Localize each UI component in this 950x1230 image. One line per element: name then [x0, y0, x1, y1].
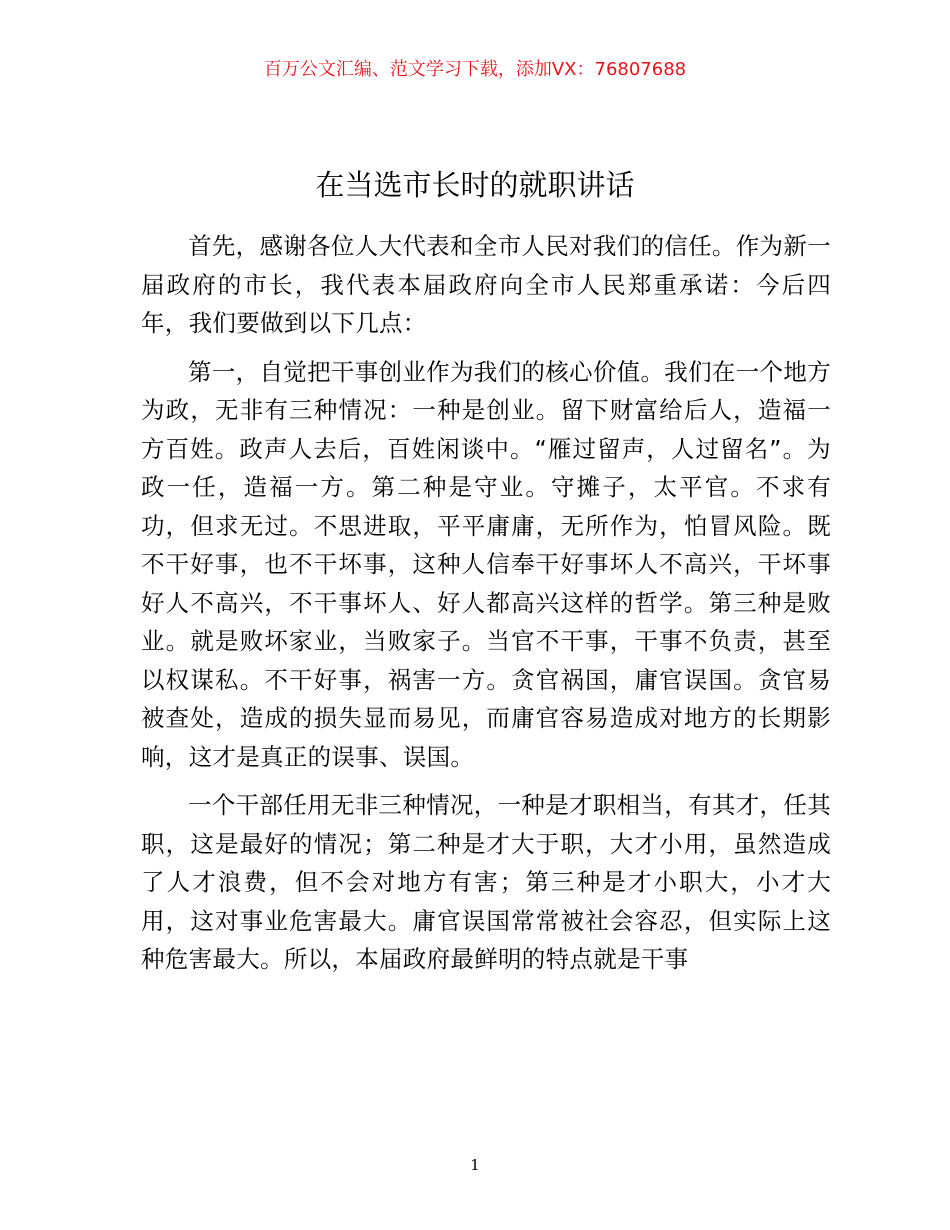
header-banner: 百万公文汇编、范文学习下载，添加VX：76807688	[263, 59, 687, 80]
paragraph-cadre-appointment: 一个干部任用无非三种情况，一种是才职相当，有其才，任其职，这是最好的情况；第二种是才大于职，大才小用，虽然造成了人才浪费，但不会对地方有害；第三种是才小职大，小才大用，这对事业危害最大。庸官误国常常被社会容忍，但实际上这种危害最大。所以，本届政府最鲜明的特点就是干事	[141, 791, 831, 973]
document-body	[141, 227, 831, 989]
paragraph-first-point: 第一，自觉把干事创业作为我们的核心价值。我们在一个地方为政，无非有三种情况：一种是创业。留下财富给后人，造福一方百姓。政声人去后，百姓闲谈中。“雁过留声，人过留名”。为政一任，造福一方。第二种是守业。守摊子，太平官。不求有功，但求无过。不思进取，平平庸庸，无所作为，怕冒风险。既不干好事，也不干坏事，这种人信奉干好事坏人不高兴，干坏事好人不高兴，不干事坏人、好人都高兴这样的哲学。第三种是败业。就是败坏家业，当败家子。当官不干事，干事不负责，甚至以权谋私。不干好事，祸害一方。贪官祸国，庸官误国。贪官易被查处，造成的损失显而易见，而庸官容易造成对地方的长期影响，这才是真正的误事、误国。	[141, 357, 831, 771]
page-number: 1	[470, 1156, 480, 1174]
document-title: 在当选市长时的就职讲话	[315, 168, 635, 202]
paragraph-intro: 首先，感谢各位人大代表和全市人民对我们的信任。作为新一届政府的市长，我代表本届政府向全市人民郑重承诺：今后四年，我们要做到以下几点：	[141, 232, 831, 337]
